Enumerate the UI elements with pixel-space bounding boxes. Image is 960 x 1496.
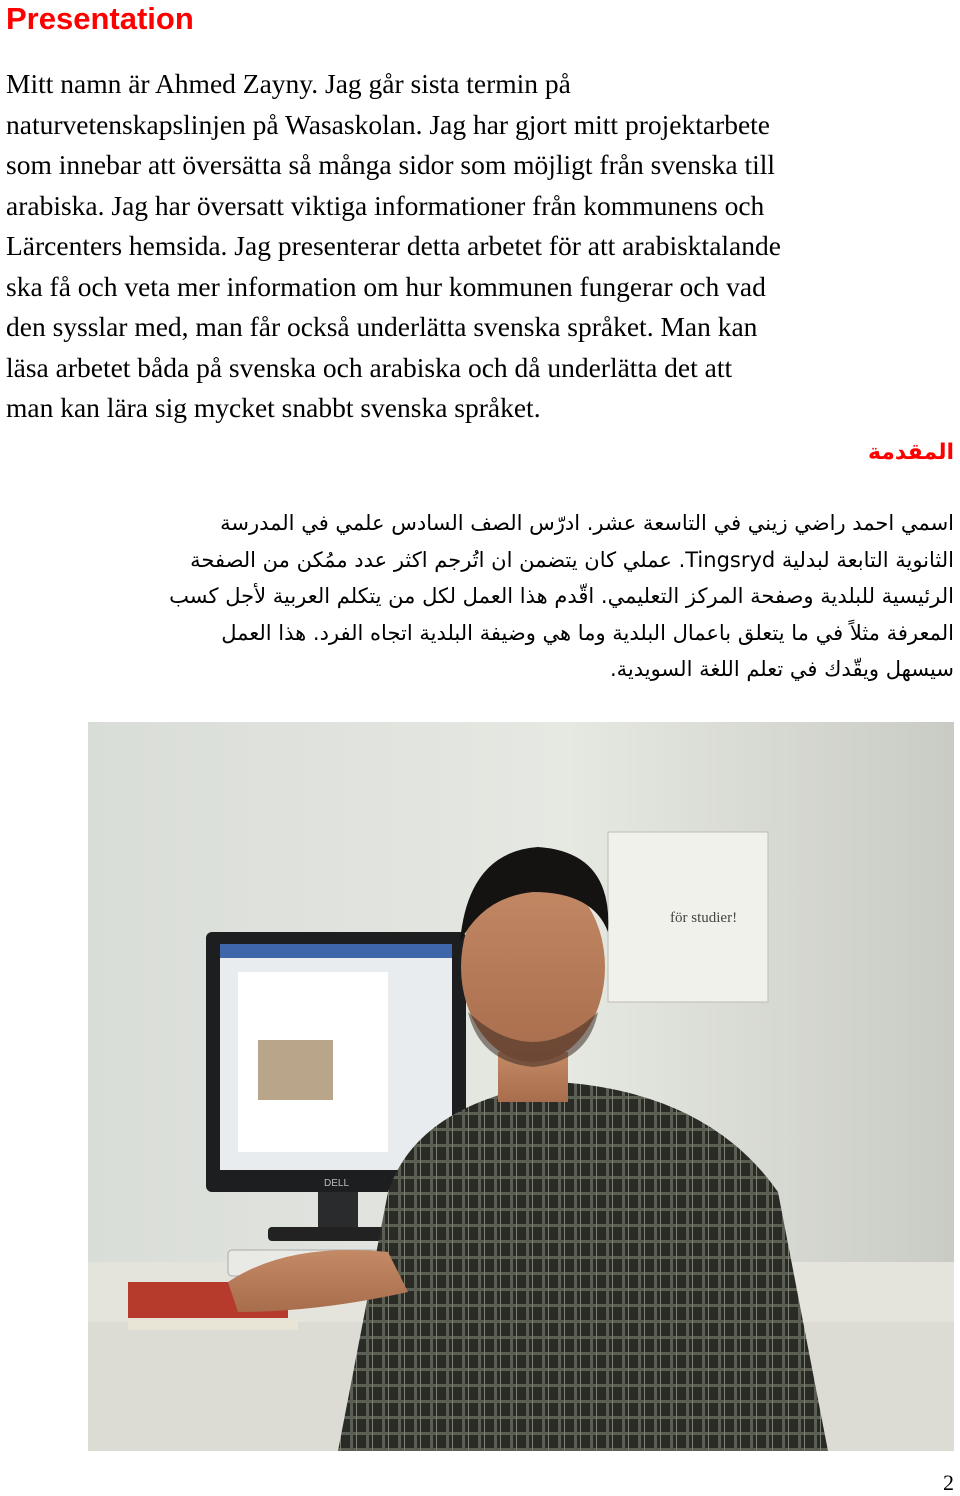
wall-poster	[608, 832, 768, 1002]
poster-text: för studier!	[670, 910, 738, 926]
swedish-line: som innebar att översätta så många sidor som möjligt från svenska till	[6, 149, 776, 180]
arabic-line: سيسهل ويقّدك في تعلم اللغة السويدية.	[609, 657, 954, 681]
monitor-brand: DELL	[324, 1178, 350, 1189]
arabic-heading: المقدمة	[867, 440, 954, 465]
swedish-line: man kan lära sig mycket snabbt svenska språket.	[6, 392, 541, 423]
swedish-line: läsa arbetet båda på svenska och arabiska och då underlätta det att	[6, 351, 733, 383]
arabic-line: المعرفة مثلاً في ما يتعلق باعمال البلدية وما هي وضيفة البلدية اتجاه الفرد. هذا العمل	[221, 620, 954, 645]
swedish-paragraph	[6, 64, 956, 429]
page-title: Presentation	[6, 1, 194, 36]
swedish-line: naturvetenskapslinjen på Wasaskolan. Jag har gjort mitt projektarbete	[6, 108, 770, 140]
swedish-line: den sysslar med, man får också underlätta svenska språket. Man kan	[6, 311, 758, 342]
arabic-paragraph	[4, 505, 954, 688]
swedish-line: ska få och veta mer information om hur kommunen fungerar och vad	[6, 270, 766, 302]
page-number: 2	[943, 1470, 954, 1495]
portrait-photo	[88, 722, 954, 1451]
swedish-line: Mitt namn är Ahmed Zayny. Jag går sista termin på	[6, 68, 571, 99]
swedish-line: Lärcenters hemsida. Jag presenterar detta arbetet för att arabisktalande	[6, 230, 781, 261]
arabic-line: الرئيسية للبلدية وصفحة المركز التعليمي. اقّدم هذا العمل لكل من يتكلم العربية لأجل كسب	[169, 584, 954, 608]
arabic-line: الثانوية التابعة لبدلية Tingsryd. عملي كان يتضمن ان اتُرجم اكثر عدد ممُكن من الصفحة	[190, 547, 954, 572]
arabic-line: اسمي احمد راضي زيني في التاسعة عشر. ادرّس الصف السادس علمي في المدرسة	[220, 511, 954, 535]
swedish-line: arabiska. Jag har översatt viktiga informationer från kommunens och	[6, 189, 765, 221]
